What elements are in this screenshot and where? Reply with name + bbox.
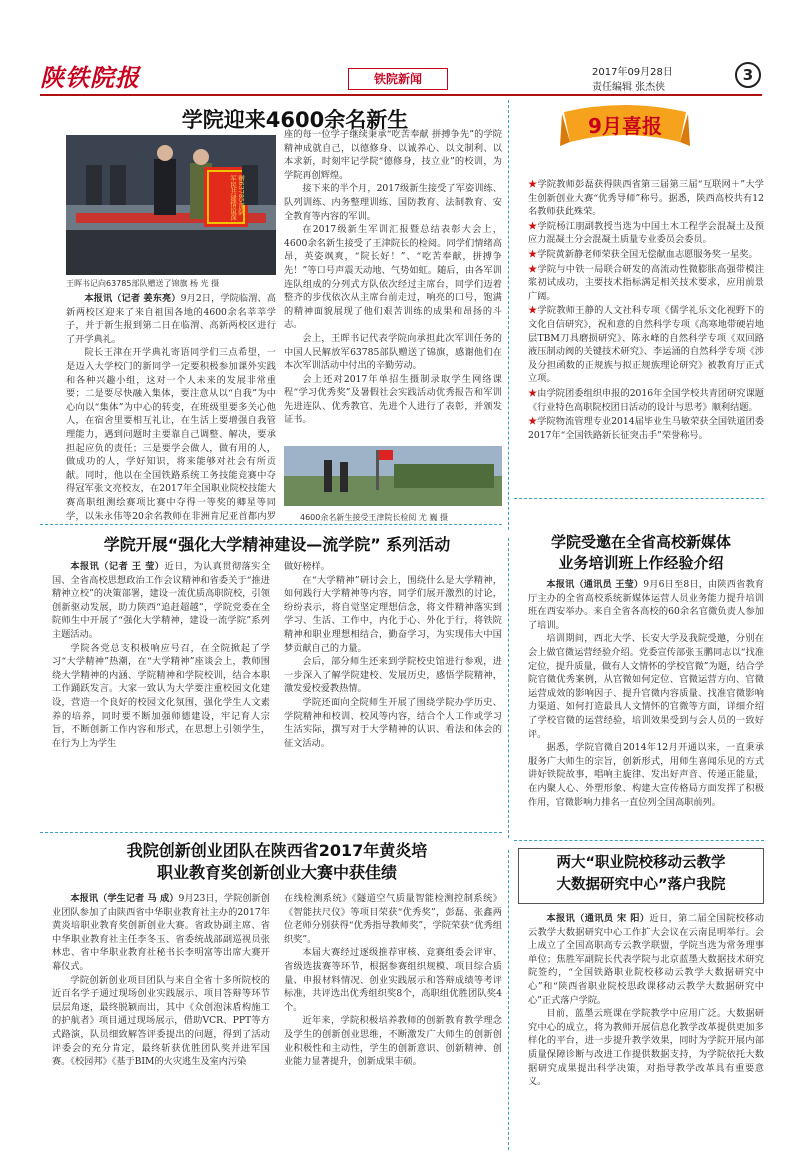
paragraph: 在“大学精神”研讨会上，围绕什么是大学精神，如何践行大学精神等内容，同学们展开激烈的讨论，纷纷表示，将自觉坚定理想信念，将文件精神落实到学习、生活、工作中，内化于心、外化于行，将铁院精神和职业理想相结合，勤奋学习，为实现伟大中国梦贡献自己的力量。	[284, 574, 502, 654]
headline-line: 大数据研究中心”落户我院	[556, 877, 726, 893]
article-headline: 学院迎来4600余名新生	[181, 108, 409, 132]
paragraph: 院长王津在开学典礼寄语同学们三点希望，一是迈入大学校门的新同学一定要积极参加课外实践和各种兴趣小组，这对一个人未来的发展非常重要；二是要尽快融入集体，要注意从以“自我”为中心向以“集体”为中心的转变，在班级里要多关心他人，在宿舍里要相互礼让，在生活上要增强自我管理能力，遇到问题时主要靠自己调整、解决，要承担起应负的责任；三是要学会做人，做有用的人，做成功的人，学好知识，将来能够对社会有所贡献。同时，他以在全国铁路系统工务技能竞赛中夺得冠军张文亮校友，在2017年全国职业院校技能大赛高职组测绘赛项比赛中夺得一等奖的卿星等同学，以朱永伟等20余名教师在非洲肯尼亚首都内罗	[66, 347, 276, 522]
notice-list	[528, 178, 764, 496]
star-icon: ★	[528, 248, 538, 260]
star-icon: ★	[528, 220, 538, 232]
paragraph: 接下来的半个月，2017级新生接受了军姿训练、队列训练、内务整理训练、国防教育、法制教育、安全教育等内容的军训。	[284, 183, 502, 222]
paragraph: 据悉，学院官微自2014年12月开通以来，一直秉承服务广大师生的宗旨，创新形式，用师生喜闻乐见的方式讲好铁院故事，唱响主旋律、发出好声音、传递正能量，在内聚人心、外塑形象、构建大宣传格局方面发挥了积极作用，官微影响力排名一直位列全国高职前列。	[528, 742, 764, 808]
byline: 本报讯（记者 姜东亮）	[84, 293, 181, 304]
paragraph: 会上，王晖书记代表学院向承担此次军训任务的中国人民解放军63785部队赠送了锦旗，感谢他们在本次军训活动中付出的辛勤劳动。	[284, 332, 502, 372]
article-body	[528, 912, 764, 1154]
parade-photo	[284, 446, 502, 506]
star-icon: ★	[528, 263, 538, 275]
paragraph: 学院创新创业项目团队与来自全省十多所院校的近百名学子通过现场创业实践展示、项目答辩等环节层层角逐，最终脱颖而出，其中《众创泡沫盾构施工的护航者》项目通过现场展示，借助VCR、PPT等方式路演，队员细致解答评委提出的问题，得到了活动评委会的充分肯定，最终斩获优胜团队奖并进军国赛。《校园邦》《基于BIM的火灾逃生及室内污染	[52, 974, 270, 1068]
list-item: ★由学院团委组织申报的2016年全国学校共青团研究课题《行业特色高职院校团日活动的设计与思考》顺利结题。	[528, 387, 764, 413]
star-icon: ★	[528, 387, 538, 399]
article-body-col2	[284, 560, 502, 828]
photo-banner-text: 赠63785部队 军民共建情谊深	[229, 175, 245, 221]
notice-title: 9月喜报	[588, 114, 662, 138]
headline-line: 我院创新创业团队在陕西省2017年黄炎培	[126, 841, 428, 860]
article-body-col2	[284, 892, 502, 1154]
news-photo	[284, 446, 502, 506]
news-photo	[66, 135, 276, 275]
paragraph: 9月6日至8日，由陕西省教育厅主办的全省高校系统新媒体运营人员业务能力提升培训班在西安举办。来自全省各高校的60余名官微负责人参加了培训。	[528, 579, 764, 631]
column-divider	[508, 538, 509, 838]
paragraph: 学院各党总支积极响应号召，在全院掀起了学习“大学精神”热潮，在“大学精神”座谈会上，教师围绕大学精神的内涵、学院精神和学院校训，结合本职工作踊跃发言。大家一致认为大学要注重校园文化建设，营造一个良好的校园文化氛围，强化学生人文素养的培养，同时要不断加强师德建设，牢记育人宗旨，不断创新工作内容和形式，在思想上引领学生，在行为上为学生	[52, 642, 270, 749]
byline: 本报讯（学生记者 马 成）	[70, 893, 179, 904]
star-icon: ★	[528, 416, 538, 428]
headline-line: 学院受邀在全省高校新媒体	[550, 533, 731, 551]
photo-caption: 王晖书记向63785部队赠送了锦旗 杨 光 摄	[66, 279, 220, 288]
section-divider	[40, 524, 502, 525]
headline-line: 两大“职业院校移动云教学	[556, 855, 726, 871]
list-item: ★学院教师彭磊获得陕西省第三届第三届“互联网＋”大学生创新创业大赛“优秀导师”称号。据悉，陕西高校共有12名教师获此殊荣。	[528, 179, 764, 218]
paragraph: 会上还对2017年单招生摄制录取学生网络课程“学习优秀奖”及暑假社会实践活动优秀报告和军训先进连队、优秀教官、先进个人进行了表彰，并颁发证书。	[284, 373, 502, 426]
headline-line: 业务培训班上作经验介绍	[558, 554, 724, 572]
top-rule	[40, 94, 762, 96]
article-body-col1	[52, 560, 270, 828]
paragraph: 9月23日，学院创新创业团队参加了由陕西省中华职业教育社主办的2017年黄炎培职业教育奖创新创业大赛。省政协副主席、省中华职业教育社主任李冬玉、省委统战部副巡视员张林忠、省中华职业教育社秘书长李明富等出席大赛开幕仪式。	[52, 893, 270, 972]
article-headline	[518, 852, 764, 896]
article-body-col1	[52, 892, 270, 1154]
issue-date: 2017年09月28日	[592, 67, 673, 78]
article-headline	[52, 840, 502, 884]
section-divider	[514, 840, 764, 841]
list-item: ★学院黄新静老师荣获全国无偿献血志愿服务奖一星奖。	[528, 248, 758, 260]
list-item: ★学院与中铁一局联合研发的高流动性微膨胀高强带模注浆初试成功，主要技术指标满足相关技术要求，应用前景广阔。	[528, 263, 764, 302]
paragraph: 近年来，学院积极培养教师的创新教育教学理念及学生的创新创业思维，不断激发广大师生的创新创业积极性和主动性，学生的创新意识、创新精神、创业能力显著提升，创新成果丰硕。	[284, 1015, 502, 1068]
column-divider	[508, 100, 509, 530]
list-item: ★学院物流管理专业2014届毕业生马敏荣获全国铁道团委2017年“全国铁路新长征突击手”荣誉称号。	[528, 416, 764, 441]
article-body-col1	[66, 292, 276, 522]
paragraph: 培训期间，西北大学、长安大学及我院受邀，分别在会上做官微运营经验介绍。党委宣传部张玉鹏同志以“找准定位，提升质量，做有人文情怀的学校官微”为题，结合学院官微优秀案例，从官微如何定位、官微运营方向、官微运营成效的影响因子、提升官微内容质量、找准官微影响力渠道、如何打造最具人文情怀的官微等方面，详细介绍了学校官微的运营经验，培训效果受到与会人员的一致好评。	[528, 633, 764, 740]
article-body	[528, 578, 764, 836]
page-number: 3	[735, 62, 761, 88]
section-label: 铁院新闻	[348, 68, 448, 90]
paragraph: 近日，第二届全国院校移动云教学大数据研究中心工作扩大会议在云南昆明举行。会上成立了全国高职高专云教学联盟，学院当选为常务理事单位；焦胜军副院长代表学院与北京蓝墨大数据技术研究院签约，“全国铁路职业院校移动云教学大数据研究中心”和“陕西省职业院校思政课移动云教学大数据研究中心”正式落户学院。	[528, 913, 764, 1006]
article-headline	[518, 532, 764, 574]
paragraph: 目前，蓝墨云班课在学院教学中应用广泛。大数据研究中心的成立，将为教师开展信息化教学改革提供更加多样化的平台，进一步提升教学效果，同时为学院开展内部质量保障诊断与改进工作提供数据支持，为学院依托大数据研究成果提出科学决策，对指导教学改革具有重要意义。	[528, 1008, 764, 1088]
list-item: ★学院教师王静的人文社科专项《儒学礼乐文化视野下的文化自信研究》，祝和意的自然科学专项《高寒地带硬岩地层TBM刀具磨损研究》、陈永峰的自然科学专项《双回路液压制动阀的关键技术研究》、李运涌的自然科学专项《涉及分担函数的正规族与拟正规族理论研究》被教育厅正式立项。	[528, 305, 764, 385]
section-divider	[40, 832, 502, 833]
paragraph: 在线检测系统》《隧道空气质量智能检测控制系统》《智能扶尺仪》等项目荣获“优秀奖”，彭磊、张鑫两位老师分别获得“优秀指导教师奖”，学院荣获“优秀组织奖”。	[284, 893, 502, 945]
section-divider	[514, 498, 764, 499]
paragraph: 近日，为认真贯彻落实全国、全省高校思想政治工作会议精神和省委关于“推进精神立校”的决策部署，建设一流优质高职院校，引领创新驱动发展，助力陕西“追赶超越”，学院党委在全院师生中开展了“强化大学精神，建设一流学院”系列主题活动。	[52, 561, 270, 640]
column-divider	[508, 850, 509, 1150]
editor-credit: 责任编辑 张杰侠	[592, 82, 666, 93]
paragraph: 9月2日，学院临渭、高新两校区迎来了来自祖国各地的4600余名莘莘学子，并于新生报到第二日在临渭、高新两校区进行了开学典礼。	[66, 293, 276, 345]
byline: 本报讯（通讯员 宋 阳）	[546, 913, 650, 924]
masthead-logo: 陕铁院报	[40, 63, 140, 92]
article-headline: 学院开展“强化大学精神建设—流学院” 系列活动	[103, 535, 451, 554]
headline-line: 职业教育奖创新创业大赛中获佳绩	[156, 863, 397, 882]
paragraph: 做好榜样。	[284, 561, 330, 572]
notice-badge	[560, 102, 690, 150]
star-icon: ★	[528, 305, 538, 317]
paragraph: 在2017级新生军训汇报暨总结表彰大会上，4600余名新生接受了王津院长的检阅。同学们情绪高昂，英姿飒爽，“院长好！”、“吃苦奉献，拼搏争先！”等口号声震天动地、气势如虹。随后，由各军训连队组成的分列式方队依次经过主席台，同学们迈着整齐的步伐依次从主席台前走过，响亮的口号，饱满的精神面貌展现了他们艰苦训练的成果和昂扬的斗志。	[284, 224, 502, 331]
photo-caption: 4600余名新生接受王津院长检阅 尤 巍 摄	[300, 513, 448, 522]
byline: 本报讯（记者 王 莹）	[70, 561, 165, 572]
byline: 本报讯（通讯员 王莹）	[546, 579, 644, 590]
list-item: ★学院杨江朋副教授当选为中国土木工程学会混凝土及预应力混凝土分会混凝土质量专业委员会委员。	[528, 220, 764, 246]
paragraph: 学院还面向全院师生开展了围绕学院办学历史、学院精神和校训、校风等内容，结合个人工作或学习生活实际，撰写对于大学精神的认识、看法和体会的征文活动。	[284, 696, 502, 749]
article-body-col2	[284, 128, 502, 442]
paragraph: 会后，部分师生还来到学院校史馆进行参观，进一步深入了解学院建校、发展历史，感悟学院精神，激发爱校爱教热情。	[284, 656, 502, 695]
paragraph: 座的每一位学子继续秉承“吃苦奉献 拼搏争先”的学院精神成就自己，以德修身、以诚养心、以文制利、以本求新，时刻牢记学院“德修身，技立业”的校训，为学院再创辉煌。	[284, 129, 502, 181]
paragraph: 本届大赛经过逐级推荐审核、竞赛组委会评审、省级选拔赛等环节，根据参赛组织规模、项目综合质量、申报材料情况、创业实践展示和答辩成绩等考评标准，共评选出优秀组织奖8个，高职组优胜团队奖4个。	[284, 947, 502, 1013]
star-icon: ★	[528, 179, 538, 190]
